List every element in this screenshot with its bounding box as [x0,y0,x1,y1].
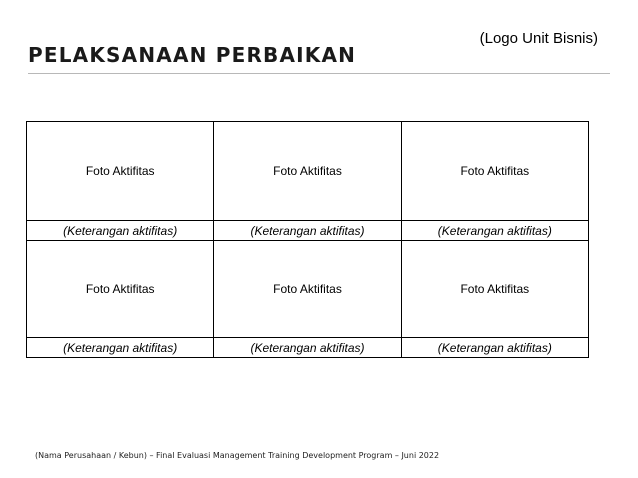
photo-cell: Foto Aktifitas [214,241,401,338]
photo-row-2 [27,241,589,338]
caption-cell: (Keterangan aktifitas) [214,221,401,241]
caption-row-2 [27,338,589,358]
footer-text: (Nama Perusahaan / Kebun) – Final Evaluasi Management Training Development Program – Juni 2022 [35,451,440,460]
photo-cell: Foto Aktifitas [27,241,214,338]
caption-cell: (Keterangan aktifitas) [214,338,401,358]
caption-cell: (Keterangan aktifitas) [401,338,588,358]
photo-cell: Foto Aktifitas [27,122,214,221]
photo-cell: Foto Aktifitas [401,241,588,338]
page-title: PELAKSANAAN PERBAIKAN [28,43,357,67]
caption-cell: (Keterangan aktifitas) [27,338,214,358]
caption-row-1 [27,221,589,241]
photo-row-1 [27,122,589,221]
photo-cell: Foto Aktifitas [401,122,588,221]
title-divider [28,73,610,74]
photo-cell: Foto Aktifitas [214,122,401,221]
caption-cell: (Keterangan aktifitas) [401,221,588,241]
activity-photo-grid [26,121,589,358]
caption-cell: (Keterangan aktifitas) [27,221,214,241]
logo-placeholder: (Logo Unit Bisnis) [479,30,598,47]
